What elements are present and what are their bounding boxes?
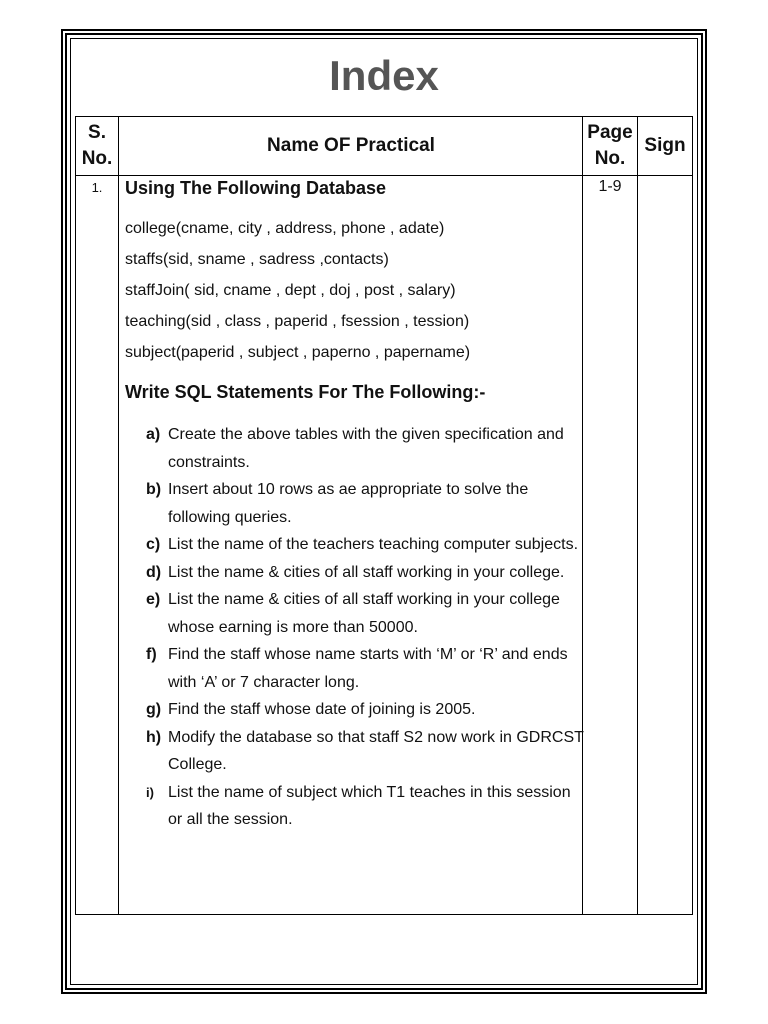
question-letter: f) bbox=[146, 646, 157, 663]
question-item bbox=[146, 421, 585, 476]
header-page-line2: No. bbox=[594, 148, 626, 169]
schema-teaching: teaching(sid , class , paperid , fsession , tession) bbox=[125, 313, 470, 330]
row-sno: 1. bbox=[91, 180, 103, 195]
question-letter: a) bbox=[146, 426, 161, 443]
question-letter: b) bbox=[146, 481, 162, 498]
question-letter: e) bbox=[146, 591, 161, 608]
schema-subject: subject(paperid , subject , paperno , papername) bbox=[125, 344, 471, 361]
question-list bbox=[125, 421, 585, 834]
question-letter: i) bbox=[146, 784, 154, 800]
schema-college: college(cname, city , address, phone , adate) bbox=[125, 220, 445, 237]
page-title: Index bbox=[329, 52, 439, 99]
question-text: List the name & cities of all staff working in your college. bbox=[168, 563, 565, 581]
header-sign: Sign bbox=[644, 135, 686, 156]
question-text: Modify the database so that staff S2 now work in GDRCST College. bbox=[168, 728, 584, 773]
table-schema-list bbox=[125, 213, 585, 368]
question-item bbox=[146, 531, 585, 559]
question-item bbox=[146, 641, 585, 696]
column-border bbox=[118, 116, 119, 915]
column-border bbox=[692, 116, 693, 915]
header-sno-line1: S. bbox=[88, 122, 106, 143]
sql-heading: Write SQL Statements For The Following:- bbox=[125, 382, 486, 402]
question-text: Insert about 10 rows as ae appropriate to solve the following queries. bbox=[168, 481, 529, 526]
header-name: Name OF Practical bbox=[267, 135, 435, 156]
question-item bbox=[146, 586, 585, 641]
question-letter: c) bbox=[146, 536, 161, 553]
question-text: List the name of subject which T1 teaches in this session or all the session. bbox=[168, 783, 571, 828]
header-sno bbox=[75, 116, 119, 176]
table-bottom-border bbox=[75, 914, 693, 915]
practical-heading: Using The Following Database bbox=[125, 178, 387, 198]
question-letter: g) bbox=[146, 701, 162, 718]
column-border bbox=[637, 116, 638, 915]
question-letter: d) bbox=[146, 563, 162, 581]
header-sno-line2: No. bbox=[81, 148, 113, 169]
question-text: Create the above tables with the given specification and constraints. bbox=[168, 426, 564, 471]
question-text: Find the staff whose date of joining is 2005. bbox=[168, 701, 476, 718]
index-table bbox=[75, 116, 693, 915]
question-text: List the name & cities of all staff working in your college whose earning is more than 50000. bbox=[168, 591, 560, 636]
header-page bbox=[583, 116, 637, 176]
question-item bbox=[146, 779, 585, 834]
practical-content bbox=[125, 176, 585, 834]
question-item bbox=[146, 696, 585, 724]
column-border bbox=[75, 116, 76, 915]
question-item bbox=[146, 724, 585, 779]
question-text: Find the staff whose name starts with ‘M’ or ‘R’ and ends with ‘A’ or 7 character long. bbox=[168, 646, 568, 691]
question-text: List the name of the teachers teaching computer subjects. bbox=[168, 536, 579, 553]
schema-staffjoin: staffJoin( sid, cname , dept , doj , post , salary) bbox=[125, 282, 456, 299]
question-item bbox=[146, 476, 585, 531]
question-letter: h) bbox=[146, 728, 162, 746]
schema-staffs: staffs(sid, sname , sadress ,contacts) bbox=[125, 251, 389, 268]
row-page: 1-9 bbox=[598, 178, 622, 195]
question-item bbox=[146, 559, 585, 587]
header-page-line1: Page bbox=[587, 122, 633, 143]
